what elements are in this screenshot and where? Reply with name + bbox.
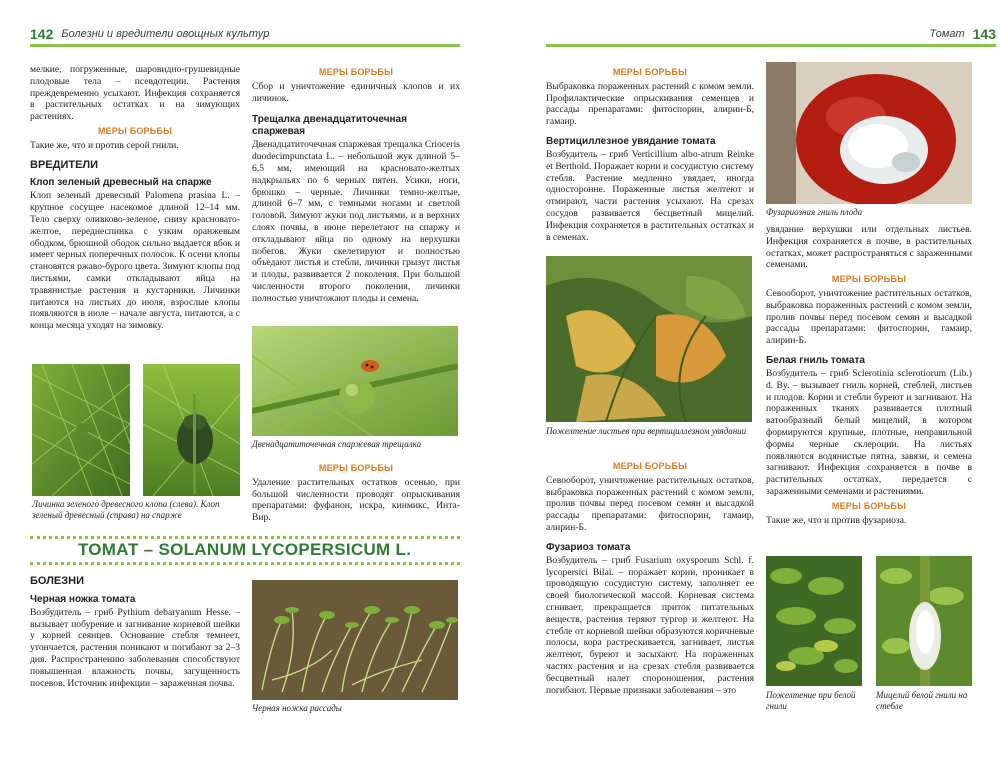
- beetle-text: Двенадцатиточечная спаржевая трещалка Crioceris duodecimpunctata L. – небольшой жук длиной 5–6,5 мм, имеющий на красновато-желтых надкрыльях по 6 черных пятен. Усики, ноги, брюшко – черные. Личинки темно-желтые, длиной 6–7 мм, с темными ногами и светлой головой. Зимуют жуки под листьями, и в верхних слоях почвы, в июне перелетают на спаржу и откладывают яйца по одному на верхушки побегов. Жуки скелетируют и полностью объедают листья и стебли, личинки грызут листья и плоды, развивается 2 поколения. При большой численности второго поколения, личинки полностью уничтожают плоды и семена.: [252, 139, 460, 304]
- bug-larva-photo: [32, 364, 130, 496]
- diseases-block: [30, 576, 240, 689]
- verticillium-measures-text: Севооборот, уничтожение растительных остатков, выбраковка пораженных растений с комом земли, пролив почвы перед посевом семян и высадкой рассады препаратами: фитоспорин, гамаир, алирин-Б.: [766, 287, 972, 347]
- right-page-number: 143: [972, 26, 996, 42]
- verticillium-measures-label: МЕРЫ БОРЬБЫ: [831, 274, 907, 285]
- green-bug-photo: [143, 364, 240, 496]
- continued-text: мелкие, погруженные, шаровидно-грушевидные плодовые тела – псевдотеции. Растения преждевременно усыхают. Инфекция сохраняется в растительных остатках и на зимующих растениях.: [30, 64, 240, 123]
- whiterot-yellowing-photo: [766, 556, 862, 686]
- whiterot-heading: Белая гниль томата: [766, 354, 865, 366]
- right-running-head: Томат: [929, 28, 965, 40]
- fusarium-fruit-rot-photo: [766, 62, 972, 204]
- left-column-2: [252, 64, 460, 305]
- verticillium-text: Возбудитель – гриб Verticillium albo-atrum Reinke et Berthold. Поражает корни и сосудистую систему стебля. Растение медленно увядает, иногда односторонне. Пораженные листья желтеют и отмирают, части растения усыхают. На срезах сосудов развивается бесцветный мицелий. Инфекция сохраняется в растительных остатках и в семенах.: [546, 148, 754, 243]
- right-running-header: [546, 24, 996, 44]
- beetle-measures-block: [252, 460, 460, 524]
- left-page: [0, 0, 484, 776]
- whiterot-mycelium-photo: [876, 556, 972, 686]
- right-page: [516, 0, 1000, 776]
- left-column-1: [30, 64, 240, 332]
- asparagus-beetle-photo: [252, 326, 458, 436]
- verticillium-leaves-photo: [546, 256, 752, 422]
- banner-bottom-rule: [30, 562, 460, 565]
- blackleg-seedlings-photo: [252, 580, 458, 700]
- beetle-heading: Трещалка двенадцатиточечная спаржевая: [252, 114, 407, 138]
- whiterot-measures-text: Такие же, что и против фузариоза.: [766, 514, 907, 526]
- beetle-control-measures-label: МЕРЫ БОРЬБЫ: [318, 463, 394, 473]
- diseases-heading: БОЛЕЗНИ: [30, 575, 84, 587]
- beetle-photo-caption: Двенадцатиточечная спаржевая трещалка: [252, 439, 422, 449]
- fruit-rot-caption: Фузариозная гниль плода: [766, 207, 863, 217]
- control-measures-text: Такие же, что и против серой гнили.: [30, 139, 179, 151]
- top-control-measures-label: МЕРЫ БОРЬБЫ: [612, 67, 688, 77]
- whiterot-measures-label: МЕРЫ БОРЬБЫ: [831, 500, 907, 511]
- tomato-section-title: ТОМАТ – SOLANUM LYCOPERSICUM L.: [78, 540, 412, 559]
- fusarium-block: [546, 458, 754, 696]
- blackleg-photo-caption: Черная ножка рассады: [252, 703, 342, 713]
- control-measures-label: МЕРЫ БОРЬБЫ: [97, 125, 173, 136]
- bug-control-measures-text: Сбор и уничтожение единичных клопов и их личинок.: [252, 80, 460, 104]
- fusarium-prev-measures-label: МЕРЫ БОРЬБЫ: [612, 461, 688, 471]
- fusarium-prev-measures-text: Севооборот, уничтожение растительных остатков, выбраковка пораженных растений с комом земли, пролив почвы перед посевом семян и высадкой рассады препаратами: фитоспорин, гамаир, алирин-Б.: [546, 474, 754, 533]
- top-control-measures-text: Выбраковка пораженных растений с комом земли. Профилактические опрыскивания семенцев и рассады препаратами: фитоспорин, алирин-Б, гамаир.: [546, 80, 754, 128]
- whiterot-mycelium-caption: Мицелий белой гнили на стебле: [876, 690, 968, 711]
- left-running-header: [30, 24, 460, 44]
- bug-photo-caption: Личинка зеленого древесного клопа (слева). Клоп зеленый древесный (справа) на спарже: [32, 499, 220, 520]
- bug-heading: Клоп зеленый древесный на спарже: [30, 177, 212, 189]
- whiterot-yellowing-caption: Пожелтение при белой гнили: [766, 690, 856, 711]
- fusarium-heading: Фузариоз томата: [546, 541, 631, 553]
- right-header-rule: [546, 44, 996, 47]
- bug-control-measures-label: МЕРЫ БОРЬБЫ: [318, 67, 394, 77]
- verticillium-continued-text: увядание верхушки или отдельных листьев. Инфекция сохраняется в почве, в растительных остатках, может распространяться с зараженными семенами.: [766, 224, 972, 271]
- right-column-2: [766, 224, 972, 526]
- bug-text: Клоп зеленый древесный Palomena prasina L. – крупное сосущее насекомое длиной 12–14 мм. Тело сверху оливково-зеленое, снизу красновато-желтое, переднеспинка с узким оранжевым ободком, брюшной ободок сильно выдается вбок и имеет черных поперечных полосок. К осени клопы становятся ржаво-бурого цвета. Зимуют клопы под листьями, самки откладывают яйца на травянистые растения и кустарники. Личинки питаются на листьях до июля, взрослые клопы появляются в июле – начале августа, питаются, а с конца месяца уходят на зимовку.: [30, 190, 240, 332]
- fusarium-text: Возбудитель – гриб Fusarium oxysporum Schl. f. lycopersici Bilai. – поражает корни, проникает в проводящую сосудистую систему, заполняет ее своей биологической массой. Корневая система сгнивает, прекращается приток питательных веществ, растения теряют тургор и желтеют. На стебле от корневой шейки образуются коричневые полосы, кора растрескивается, загнивает, листья желтеют, буреют и засыхают. На пораженных частях растения и на срезах стебля развивается бесцветный налет спороношения, растения погибают. Первые признаки заболевания – это: [546, 554, 754, 696]
- verticillium-caption: Пожелтение листьев при вертициллезном увядании: [546, 426, 747, 436]
- right-column-1: [546, 64, 754, 243]
- blackleg-text: Возбудитель – гриб Pythium debaryanum Hesse. – вызывает побурение и загнивание корневой шейки у корней сеянцев. Основание стебля темнеет, утончается, растения поникают и погибают за 2–3 дня. Распространению заболевания способствуют повышенная влажность почвы, загущенность посевов. Источник инфекции – зараженная почва.: [30, 606, 240, 689]
- left-header-rule: [30, 44, 460, 47]
- banner-top-rule: [30, 536, 460, 539]
- whiterot-text: Возбудитель – гриб Sclerotinia sclerotiorum (Lib.) d. By. – вызывает гниль корней, стеблей, листьев и плодов. Корни и стебли буреют и загнивают. На пораженных тканях развивается плотный ватообразный белый мицелий, в котором формируются крупные, плотные, неправильной формы черные склероции. На листьях появляются водянистые пятна, завязи, и семена загнивают. Инфекция сохраняется в почве в растительных остатках, передается с зараженными семенами и растениями.: [766, 367, 972, 497]
- left-page-number: 142: [30, 26, 54, 42]
- left-running-head: Болезни и вредители овощных культур: [61, 28, 270, 40]
- beetle-control-measures-text: Удаление растительных остатков осенью, при большой численности проводят опрыскивания препаратами: фуфанон, искра, кинмикс, Инта-Вир.: [252, 476, 460, 524]
- pests-heading: ВРЕДИТЕЛИ: [30, 158, 99, 171]
- verticillium-heading: Вертициллезное увядание томата: [546, 135, 716, 147]
- blackleg-heading: Черная ножка томата: [30, 593, 136, 605]
